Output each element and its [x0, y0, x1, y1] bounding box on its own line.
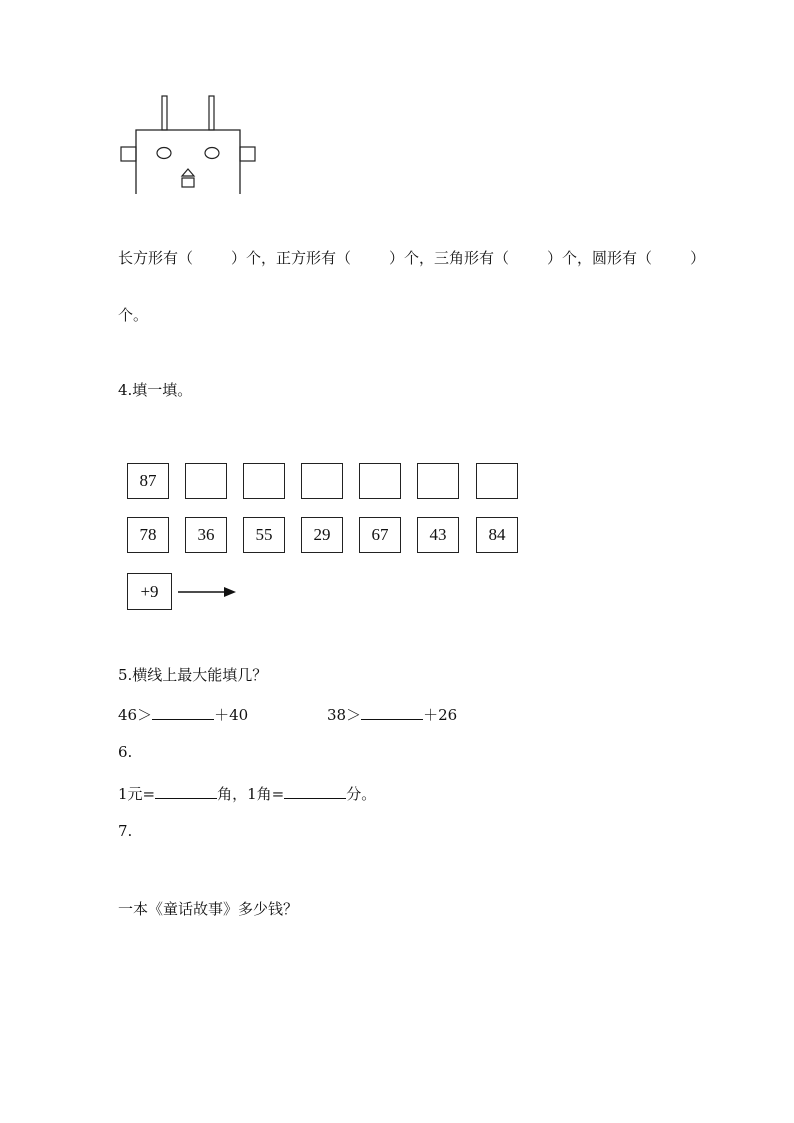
answer-box-2[interactable]	[185, 463, 227, 499]
arrow-right-icon	[176, 585, 238, 599]
nose-triangle	[182, 169, 194, 176]
q3-circle-label: ）个，圆形有（	[547, 249, 653, 267]
answer-box-7[interactable]	[476, 463, 518, 499]
number-box-3: 55	[243, 517, 285, 553]
q5-b-right: ＋26	[423, 706, 458, 724]
q3-rect-label: 长方形有（	[118, 249, 194, 267]
q6-jiao-label: 角，1角=	[217, 785, 285, 803]
q4-title: 4.填一填。	[118, 381, 193, 399]
q3-close-paren: ）	[690, 249, 706, 267]
head-rectangle	[136, 130, 240, 194]
robot-shapes-figure	[118, 92, 258, 202]
mouth-square	[182, 178, 194, 187]
q5-a-left: 46＞	[118, 706, 153, 724]
q3-shape-count-line	[118, 247, 705, 268]
left-ear-square	[121, 147, 136, 161]
q5-title: 5.横线上最大能填几？	[118, 666, 268, 684]
q3-triangle-label: ）个，三角形有（	[389, 249, 510, 267]
number-box-2: 36	[185, 517, 227, 553]
q5-b-left: 38＞	[327, 706, 362, 724]
q6-jiao-blank[interactable]	[155, 784, 217, 799]
q7-question: 一本《童话故事》多少钱？	[118, 900, 299, 918]
number-box-1: 78	[127, 517, 169, 553]
q5-b-blank[interactable]	[361, 705, 423, 720]
q5-a-right: ＋40	[214, 706, 249, 724]
number-box-6: 43	[417, 517, 459, 553]
left-antenna-rectangle	[162, 96, 167, 130]
q6-yuan-label: 1元=	[118, 785, 156, 803]
answer-box-4[interactable]	[301, 463, 343, 499]
answer-box-5[interactable]	[359, 463, 401, 499]
q7-title: 7.	[118, 822, 133, 840]
number-box-7: 84	[476, 517, 518, 553]
answer-box-6[interactable]	[417, 463, 459, 499]
q6-currency-line	[118, 783, 376, 804]
right-ear-square	[240, 147, 255, 161]
left-eye-circle	[157, 148, 171, 159]
number-box-4: 29	[301, 517, 343, 553]
q5-a-blank[interactable]	[152, 705, 214, 720]
q6-title: 6.	[118, 743, 133, 761]
q5-item-a	[118, 704, 248, 725]
q6-fen-label: 分。	[346, 785, 377, 803]
answer-box-3[interactable]	[243, 463, 285, 499]
right-antenna-rectangle	[209, 96, 214, 130]
answer-box-1: 87	[127, 463, 169, 499]
q6-fen-blank[interactable]	[284, 784, 346, 799]
plus-nine-box: +9	[127, 573, 172, 610]
number-box-5: 67	[359, 517, 401, 553]
q5-item-b	[327, 704, 457, 725]
q3-line-continuation: 个。	[118, 306, 149, 324]
right-eye-circle	[205, 148, 219, 159]
q3-square-label: ）个，正方形有（	[231, 249, 352, 267]
